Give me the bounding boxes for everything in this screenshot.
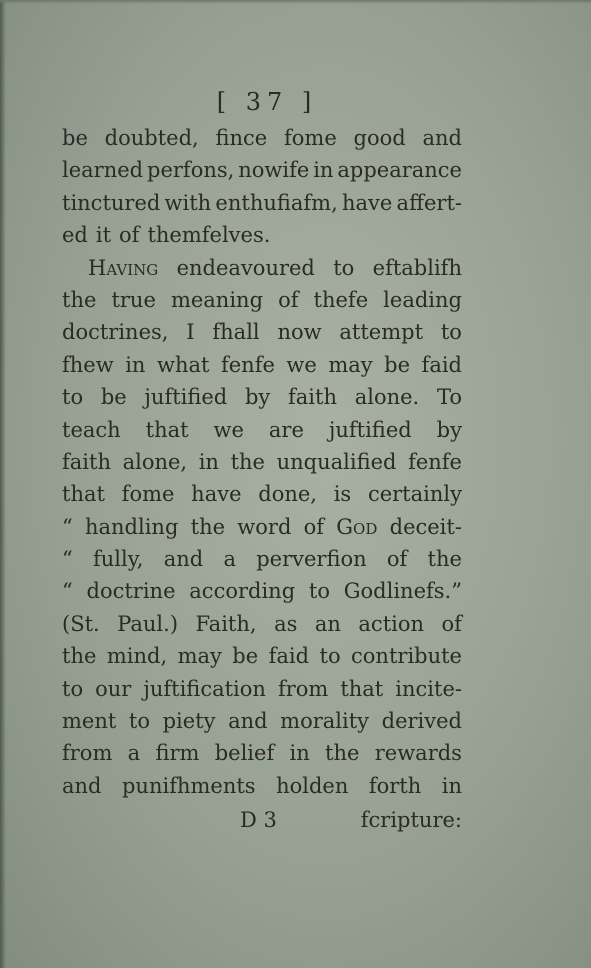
word: to — [333, 255, 355, 280]
word: now — [277, 320, 322, 345]
page-left-edge-shadow — [0, 0, 6, 968]
text-line — [62, 219, 462, 251]
word: by — [436, 417, 462, 442]
word: to — [128, 709, 150, 734]
text-line — [62, 770, 462, 802]
word: in — [441, 773, 462, 798]
word: of — [441, 611, 462, 636]
word: rewards — [374, 741, 462, 766]
word: of — [303, 514, 325, 539]
text-line — [62, 543, 462, 575]
word: doctrines, — [62, 320, 169, 345]
word: the — [230, 449, 265, 474]
text-block — [62, 84, 462, 836]
word: morality — [280, 709, 370, 734]
word: I — [186, 320, 195, 345]
word: a — [223, 547, 236, 572]
text-line — [62, 381, 462, 413]
word: ed — [62, 223, 88, 248]
word: alone, — [122, 449, 188, 474]
text-line — [62, 640, 462, 672]
signature-mark: D 3 — [240, 808, 277, 833]
word: and — [228, 709, 268, 734]
word: punifhments — [121, 773, 256, 798]
word: meaning — [170, 287, 264, 312]
word: juftification — [143, 676, 266, 701]
word: a — [127, 741, 141, 766]
text-line — [62, 122, 462, 154]
text-line — [62, 154, 462, 186]
word: affert- — [396, 190, 462, 215]
word: we — [213, 417, 244, 442]
word: Having — [88, 255, 159, 280]
word: with — [164, 190, 212, 215]
word: we — [286, 352, 317, 377]
word: incite- — [395, 676, 462, 701]
word: faid — [268, 644, 310, 669]
word: “ — [62, 547, 73, 572]
word: to — [308, 579, 330, 604]
word: belief — [214, 741, 275, 766]
text-line — [62, 608, 462, 640]
word: “ — [62, 514, 73, 539]
word: true — [111, 287, 156, 312]
word: of — [119, 223, 140, 248]
word: ment — [62, 709, 117, 734]
word: Godlinefs.” — [343, 579, 462, 604]
word: in — [125, 352, 146, 377]
word: derived — [381, 709, 462, 734]
word: holden — [276, 773, 349, 798]
word: by — [244, 385, 271, 410]
text-line — [62, 187, 462, 219]
word: have — [191, 482, 242, 507]
word: faith — [288, 385, 337, 410]
word: and — [62, 773, 102, 798]
word: Faith, — [195, 611, 257, 636]
word: faid — [421, 352, 462, 377]
page-number-header: [ 37 ] — [216, 88, 318, 116]
word: doubted, — [104, 126, 199, 150]
text-line — [62, 737, 462, 769]
word: God — [336, 514, 378, 539]
word: our — [95, 676, 132, 701]
catchword: fcripture: — [360, 808, 462, 833]
word: be — [100, 385, 127, 410]
word: Paul.) — [117, 611, 179, 636]
page-top-edge-shadow — [0, 0, 591, 4]
word: what — [156, 352, 210, 377]
word: alone. — [354, 385, 420, 410]
text-line — [62, 284, 462, 316]
word: fully, — [92, 547, 144, 572]
word: fome — [121, 482, 175, 507]
word: word — [237, 514, 292, 539]
word: doctrine — [86, 579, 176, 604]
word: thefe — [313, 287, 369, 312]
word: done, — [258, 482, 317, 507]
word: attempt — [339, 320, 424, 345]
word: the — [325, 741, 360, 766]
word: that — [145, 417, 189, 442]
word: from — [277, 676, 329, 701]
word: fince — [215, 126, 268, 150]
text-line — [62, 316, 462, 348]
word: certainly — [367, 482, 462, 507]
word: endeavoured — [176, 255, 315, 280]
word: as — [274, 611, 298, 636]
word: forth — [368, 773, 422, 798]
word: may — [177, 644, 222, 669]
text-line — [62, 349, 462, 381]
word: is — [333, 482, 352, 507]
word: To — [436, 385, 462, 410]
word: perverfion — [256, 547, 367, 572]
word: that — [340, 676, 384, 701]
word: teach — [62, 417, 121, 442]
word: in — [289, 741, 310, 766]
text-line — [62, 673, 462, 705]
word: appearance — [337, 158, 462, 183]
word: it — [95, 223, 112, 248]
word: of — [386, 547, 408, 572]
word: unqualified — [276, 449, 397, 474]
word: and — [163, 547, 204, 572]
word: the — [427, 547, 462, 572]
word: according — [189, 579, 296, 604]
text-line — [62, 511, 462, 543]
word: from — [62, 741, 113, 766]
body-text — [62, 122, 462, 802]
word: eftablifh — [372, 255, 462, 280]
word: enthufiafm, — [215, 190, 338, 215]
word: fenfe — [220, 352, 275, 377]
word: be — [232, 644, 259, 669]
word: fome — [284, 126, 337, 150]
word: firm — [155, 741, 200, 766]
word: be — [62, 126, 88, 150]
word: to — [62, 385, 84, 410]
word: fhew — [62, 352, 114, 377]
text-line — [62, 705, 462, 737]
word: handling — [84, 514, 179, 539]
word: have — [341, 190, 393, 215]
word: may — [328, 352, 373, 377]
word: mind, — [106, 644, 168, 669]
text-line — [62, 575, 462, 607]
word: good — [353, 126, 406, 150]
word: “ — [62, 579, 73, 604]
word: themfelves. — [147, 223, 271, 248]
word: in — [198, 449, 219, 474]
word: action — [358, 611, 425, 636]
word: nowife — [238, 158, 310, 183]
word: in — [313, 158, 334, 183]
word: contribute — [351, 644, 462, 669]
word: perfons, — [147, 158, 235, 183]
word: piety — [162, 709, 216, 734]
word: and — [422, 126, 462, 150]
word: that — [62, 482, 105, 507]
word: fenfe — [408, 449, 462, 474]
word: the — [62, 644, 97, 669]
word: to — [62, 676, 84, 701]
word: are — [268, 417, 304, 442]
text-line — [62, 252, 462, 284]
text-line — [62, 414, 462, 446]
word: juftified — [144, 385, 228, 410]
word: to — [440, 320, 462, 345]
word: leading — [383, 287, 462, 312]
text-line — [62, 478, 462, 510]
word: fhall — [212, 320, 260, 345]
word: learned — [62, 158, 144, 183]
word: to — [319, 644, 341, 669]
word: (St. — [62, 611, 100, 636]
word: the — [190, 514, 226, 539]
word: deceit- — [389, 514, 462, 539]
page-footer — [62, 804, 462, 836]
word: of — [278, 287, 299, 312]
text-line — [62, 446, 462, 478]
word: juftified — [328, 417, 412, 442]
word: be — [384, 352, 411, 377]
word: an — [314, 611, 341, 636]
word: the — [62, 287, 97, 312]
word: tinctured — [62, 190, 161, 215]
word: faith — [62, 449, 111, 474]
